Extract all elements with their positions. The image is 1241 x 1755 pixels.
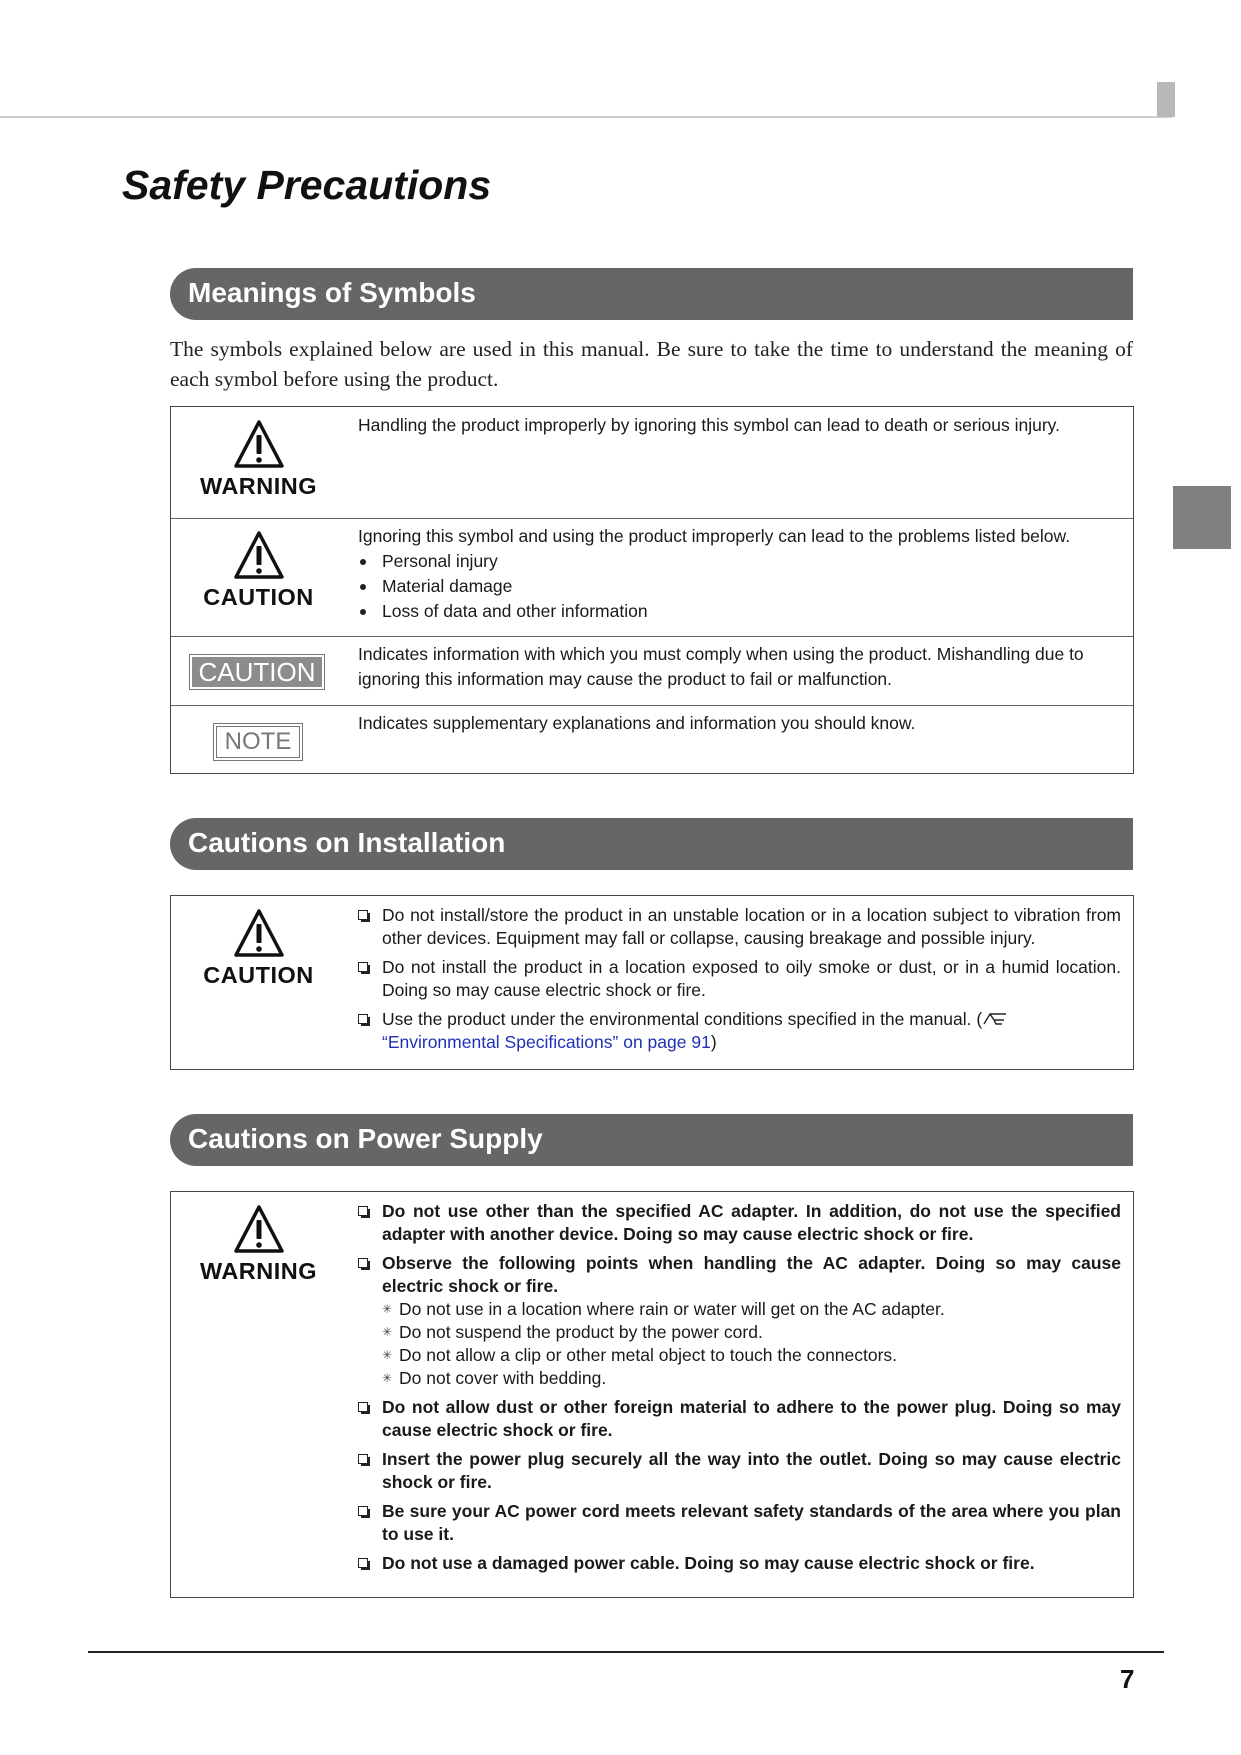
intro-paragraph: The symbols explained below are used in this manual. Be sure to take the time to understand the meaning of each symbol before using the product. bbox=[170, 337, 1133, 391]
installation-list bbox=[358, 904, 1121, 1054]
list-item: Do not use a damaged power cable. Doing so may cause electric shock or fire. bbox=[358, 1552, 1121, 1575]
adapter-sublist bbox=[382, 1298, 1121, 1390]
asterisk-bullet-icon: ✳ bbox=[382, 1348, 393, 1362]
checkbox-bullet-icon bbox=[358, 910, 368, 920]
symbol-row-warning bbox=[171, 407, 1133, 518]
symbol-description: Indicates supplementary explanations and information you should know. bbox=[358, 713, 916, 733]
caution-triangle-icon bbox=[233, 908, 285, 958]
symbol-row-caution-badge bbox=[171, 636, 1133, 706]
list-item: Personal injury bbox=[358, 549, 1121, 574]
warning-label: WARNING bbox=[199, 1258, 318, 1284]
symbol-row-note bbox=[171, 705, 1133, 774]
page-number: 7 bbox=[1120, 1664, 1135, 1694]
asterisk-bullet-icon: ✳ bbox=[382, 1302, 393, 1316]
sub-list-item: ✳ Do not suspend the product by the power cord. bbox=[382, 1322, 763, 1342]
reference-hand-icon bbox=[982, 1010, 1010, 1026]
list-item: Insert the power plug securely all the way into the outlet. Doing so may cause electric shock or fire. bbox=[358, 1448, 1121, 1494]
footer-rule bbox=[88, 1651, 1164, 1653]
top-rule bbox=[0, 116, 1172, 118]
symbol-row-caution bbox=[171, 518, 1133, 637]
caution-badge bbox=[189, 654, 325, 690]
list-item: Loss of data and other information bbox=[358, 599, 1121, 624]
list-item: Do not use other than the specified AC adapter. In addition, do not use the specified adapter with another device. Doing so may cause electric shock or fire. bbox=[358, 1200, 1121, 1246]
section-heading-power: Cautions on Power Supply bbox=[170, 1114, 1133, 1166]
list-item: Do not install/store the product in an unstable location or in a location subject to vibration from other devices. Equipment may fall or collapse, causing breakage and possible injury. bbox=[358, 904, 1121, 950]
symbols-table bbox=[170, 406, 1134, 774]
checkbox-bullet-icon bbox=[358, 1558, 368, 1568]
checkbox-bullet-icon bbox=[358, 1454, 368, 1464]
checkbox-bullet-icon bbox=[358, 1506, 368, 1516]
caution-badge-label: CAUTION bbox=[192, 657, 322, 687]
checkbox-bullet-icon bbox=[358, 1014, 368, 1024]
warning-triangle-icon bbox=[233, 419, 285, 469]
note-badge-label: NOTE bbox=[216, 726, 300, 758]
warning-label: WARNING bbox=[199, 473, 318, 499]
note-badge bbox=[213, 723, 303, 761]
list-item: Observe the following points when handling the AC adapter. Doing so may cause electric shock or fire. ✳ Do not use in a location where rain or water will get on the AC adapter. ✳ Do not suspend the product by the power cord. ✳ Do not allow a clip or other metal object to touch the connectors. ✳ Do not cover with bedding. bbox=[358, 1252, 1121, 1390]
header-tab-marker bbox=[1157, 82, 1175, 117]
checkbox-bullet-icon bbox=[358, 1258, 368, 1268]
symbol-description: Indicates information with which you must comply when using the product. Mishandling due to ignoring this information may cause the product to fail or malfunction. bbox=[358, 644, 1084, 689]
caution-label: CAUTION bbox=[203, 584, 314, 610]
chapter-side-tab bbox=[1173, 486, 1231, 549]
sub-list-item: ✳ Do not cover with bedding. bbox=[382, 1368, 607, 1388]
list-item: Do not allow dust or other foreign material to adhere to the power plug. Doing so may cause electric shock or fire. bbox=[358, 1396, 1121, 1442]
list-item: Be sure your AC power cord meets relevant safety standards of the area where you plan to use it. bbox=[358, 1500, 1121, 1546]
list-item: Use the product under the environmental conditions specified in the manual. (“Environmental Specifications” on page 91) bbox=[358, 1008, 1121, 1054]
checkbox-bullet-icon bbox=[358, 962, 368, 972]
caution-triangle-icon bbox=[233, 530, 285, 580]
sub-list-item: ✳ Do not allow a clip or other metal object to touch the connectors. bbox=[382, 1345, 898, 1365]
symbol-description: Ignoring this symbol and using the product improperly can lead to the problems listed below. bbox=[358, 526, 1071, 546]
warning-triangle-icon bbox=[233, 1204, 285, 1254]
sub-list-item: ✳ Do not use in a location where rain or water will get on the AC adapter. bbox=[382, 1299, 945, 1319]
section-heading-symbols: Meanings of Symbols bbox=[170, 268, 1133, 320]
power-table bbox=[170, 1191, 1134, 1598]
asterisk-bullet-icon: ✳ bbox=[382, 1325, 393, 1339]
problem-list bbox=[358, 549, 1121, 624]
checkbox-bullet-icon bbox=[358, 1402, 368, 1412]
power-list bbox=[358, 1200, 1121, 1575]
installation-table bbox=[170, 895, 1134, 1070]
page-title: Safety Precautions bbox=[122, 162, 492, 208]
caution-label: CAUTION bbox=[203, 962, 314, 988]
checkbox-bullet-icon bbox=[358, 1206, 368, 1216]
list-item: Material damage bbox=[358, 574, 1121, 599]
list-item: Do not install the product in a location exposed to oily smoke or dust, or in a humid location. Doing so may cause electric shock or fire. bbox=[358, 956, 1121, 1002]
environmental-specifications-link[interactable]: “Environmental Specifications” on page 91 bbox=[382, 1032, 711, 1052]
section-heading-installation: Cautions on Installation bbox=[170, 818, 1133, 870]
symbol-description: Handling the product improperly by ignoring this symbol can lead to death or serious injury. bbox=[358, 415, 1060, 435]
asterisk-bullet-icon: ✳ bbox=[382, 1371, 393, 1385]
